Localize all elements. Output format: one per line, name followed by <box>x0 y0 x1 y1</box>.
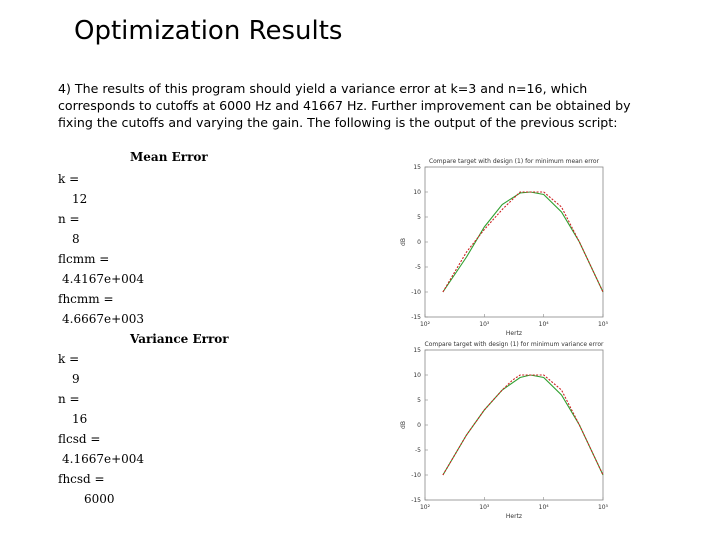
y-tick-label: -10 <box>411 289 421 296</box>
chart-title: Compare target with design (1) for minimum variance error <box>424 341 604 348</box>
mean-fh-label: fhcmm = <box>58 292 114 306</box>
mean-fh-value: 4.6667e+003 <box>62 312 145 326</box>
mean-error-heading: Mean Error <box>130 150 208 164</box>
variance-fl-label: flcsd = <box>58 432 101 446</box>
plot-frame <box>425 167 603 317</box>
y-tick-label: -5 <box>415 264 421 271</box>
y-tick-label: -15 <box>411 497 421 504</box>
x-tick-label: 10⁵ <box>597 504 609 511</box>
variance-error-chart <box>395 338 625 523</box>
variance-error-plot <box>395 338 625 527</box>
x-axis-label: Hertz <box>505 330 523 337</box>
mean-error-plot <box>395 155 625 344</box>
y-tick-label: 15 <box>413 164 421 171</box>
x-axis-label: Hertz <box>505 513 523 520</box>
mean-fl-value: 4.4167e+004 <box>62 272 145 286</box>
mean-error-chart <box>395 155 625 340</box>
x-tick-label: 10² <box>419 504 431 511</box>
x-tick-label: 10³ <box>479 504 490 511</box>
x-tick-label: 10² <box>419 321 431 328</box>
variance-fh-value: 6000 <box>84 492 115 506</box>
variance-n-value: 16 <box>72 412 88 426</box>
page-title: Optimization Results <box>74 16 343 46</box>
series-line-0 <box>443 192 603 292</box>
y-tick-label: 5 <box>417 397 421 404</box>
x-tick-label: 10⁴ <box>538 321 549 328</box>
plot-frame <box>425 350 603 500</box>
variance-fl-value: 4.1667e+004 <box>62 452 145 466</box>
x-tick-label: 10⁴ <box>538 504 549 511</box>
variance-error-heading: Variance Error <box>130 332 229 346</box>
mean-k-value: 12 <box>72 192 88 206</box>
variance-fh-label: fhcsd = <box>58 472 105 486</box>
y-tick-label: -5 <box>415 447 421 454</box>
mean-n-label: n = <box>58 212 80 226</box>
y-tick-label: 10 <box>413 372 421 379</box>
y-tick-label: 15 <box>413 347 421 354</box>
y-tick-label: 0 <box>417 422 421 429</box>
mean-n-value: 8 <box>72 232 80 246</box>
x-tick-label: 10⁵ <box>597 321 609 328</box>
mean-fl-label: flcmm = <box>58 252 110 266</box>
variance-k-label: k = <box>58 352 80 366</box>
y-axis-label: dB <box>400 238 407 246</box>
mean-k-label: k = <box>58 172 80 186</box>
intro-paragraph: 4) The results of this program should yield a variance error at k=3 and n=16, which corresponds to cutoffs at 6000 Hz and 41667 Hz. Further improvement can be obtained by fixing the cutoffs and varying the gain. The following is the output of the previous script: <box>58 81 631 130</box>
y-tick-label: 10 <box>413 189 421 196</box>
series-line-0 <box>443 375 603 475</box>
y-tick-label: -15 <box>411 314 421 321</box>
variance-k-value: 9 <box>72 372 80 386</box>
y-tick-label: 5 <box>417 214 421 221</box>
chart-title: Compare target with design (1) for minimum mean error <box>428 158 600 165</box>
y-tick-label: -10 <box>411 472 421 479</box>
y-tick-label: 0 <box>417 239 421 246</box>
y-axis-label: dB <box>400 421 407 429</box>
variance-n-label: n = <box>58 392 80 406</box>
x-tick-label: 10³ <box>479 321 490 328</box>
